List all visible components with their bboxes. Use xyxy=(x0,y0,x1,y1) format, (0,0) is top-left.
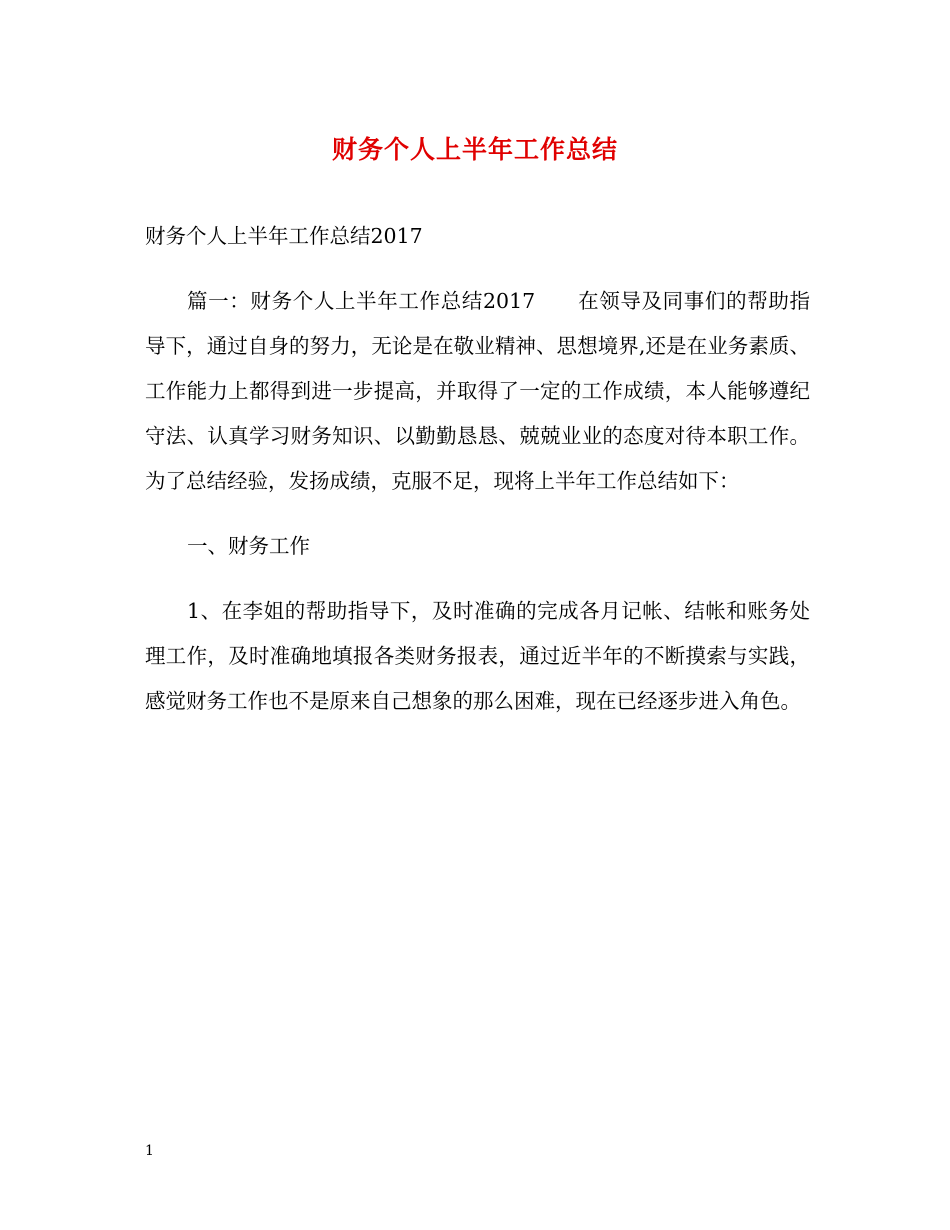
paragraph-item-1: 1、在李姐的帮助指导下，及时准确的完成各月记帐、结帐和账务处理工作，及时准确地填报各类财务报表，通过近半年的不断摸索与实践，感觉财务工作也不是原来自己想象的那么困难，现在已经逐步进入角色。 xyxy=(145,599,810,713)
page-number: 1 xyxy=(145,1143,154,1159)
paragraph-subtitle: 财务个人上半年工作总结2017 xyxy=(145,224,423,248)
section-heading-finance-work: 一、财务工作 xyxy=(187,534,310,558)
paragraph-intro: 篇一：财务个人上半年工作总结2017 在领导及同事们的帮助指导下，通过自身的努力，无论是在敬业精神、思想境界,还是在业务素质、工作能力上都得到进一步提高，并取得了一定的工作成绩，本人能够遵纪守法、认真学习财务知识、以勤勤恳恳、兢兢业业的态度对待本职工作。为了总结经验，发扬成绩，克服不足，现将上半年工作总结如下： xyxy=(145,289,810,493)
document-title: 财务个人上半年工作总结 xyxy=(331,135,618,164)
document-body xyxy=(145,214,810,724)
